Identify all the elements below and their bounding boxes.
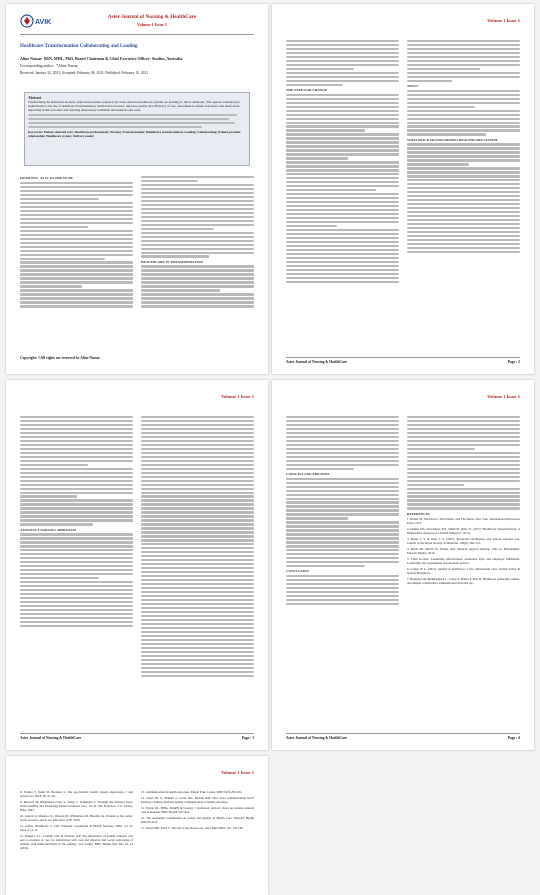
column-right: [407, 38, 520, 350]
column-left: [20, 790, 133, 895]
page-1: [6, 4, 268, 374]
column-left: [286, 414, 399, 726]
footer-journal: Aster Journal of Nursing & HealthCare: [20, 736, 82, 740]
reference-item: 12. Kuipers, S.J., Cramm, J.M. & Nieboer, A.P. The importance of patient-centered care and co-creation of care for satisfaction with care and physical and social well-being of patients with multi-morbidity in the primary care setting. BMC Health Serv Res 19, 13 (2019).: [20, 834, 133, 850]
journal-logo: [20, 12, 58, 30]
column-right: [141, 414, 254, 726]
abstract-box: [24, 92, 250, 166]
reference-item: 2. Dentin, DG, Trevarthen, B.E, Smith M, (May 31, 2017) "Healthcare Transformation: A Deliberative Analysis of a Global Endeavor" (ICS).: [407, 526, 520, 535]
reference-item: 10. Gigout Q, Maneiro JC, Wesson PJ, Whittemore M, Blandin JA. Patients at the center: in our practice, and in our education. AJN. 2018.: [20, 814, 133, 822]
reference-item: 17. Tinetti ME, Fried T. The end of the disease era. Am J Med 2004; 116: 179-185.: [141, 826, 244, 830]
header-divider: [20, 34, 254, 35]
page-footer: [286, 733, 520, 740]
reference-item: 5. Chan Ju-chee. Leadership effectiveness: leadership style and employee fulfillment. Leadership and organization development journal.: [407, 556, 520, 565]
column-right: [141, 174, 254, 349]
section-heading: CAPACITY AND ABILITIES: [286, 471, 330, 476]
column-left: [20, 174, 133, 349]
footer-journal: Aster Journal of Nursing & HealthCare: [286, 736, 348, 740]
abstract-label: Abstract: [28, 96, 42, 100]
reference-item: 8. Farmer T, Dunn M, Brennan S. The age-friendly health system expectation. J Am Geriatr Soc 2018; 66: 21-28.: [20, 790, 133, 798]
body-columns: [286, 38, 520, 350]
reference-item: 6. Cohen, B. L. (2012). Quality in healthcare: a five dimensional view. Patient Safety & Quality Healthcare.: [407, 566, 520, 575]
reference-item: 9. Berwick M, Bligeman-Levine A, Oxley J, Yorkmann T. Through the Patient's Eyes: Understanding and Promoting Patient-Centered Care. 1st ed. San Francisco, CA: Jossey-Bass; 1993.: [20, 800, 133, 812]
volume-label: Volume 1 Issue 1: [221, 394, 254, 399]
reference-item: 4. Black IH, Martin IS. Kinner AM. Medical surgical nursing, 12th ed. Philadelphia: Elsevier Mosby; 2016.: [407, 546, 520, 555]
body-columns: [20, 414, 254, 726]
page-number: Page : 4: [507, 736, 520, 740]
reference-columns: [20, 790, 254, 895]
section-heading: WHAT BUILD TRANSFORMING HEALTHCARE SYSTEM: [407, 137, 498, 142]
section-heading: CONCLUSION: [286, 569, 309, 574]
reference-item: 13. communication in health outcomes. Patient Educ Couns. 2009;74(3):295-301.: [141, 790, 243, 794]
section-heading: HEALTHCARE IN TRANSFORMATION: [141, 259, 203, 264]
abstract-text: Transforming the healthcare model to team-based patient-centered care is the direction healthcare systems are heading to; this is deliberate. The aspired contemporary health model is the one of healthcare Transformation, which drives forward, improves quality and efficiency of care, and enhances patient experience and satisfaction, improving health outcomes and reducing unnecessary redundant interventions and costs.: [28, 100, 241, 113]
volume-label: Volume 1 Issue 1: [221, 770, 254, 775]
reference-list: [407, 517, 520, 585]
reference-item: 7. Brennan GR, Berkhampton L, Crotty E, Butler P. Puts D. Healthcare leadership outline: An adapted collaborative administration from the top.: [407, 576, 520, 585]
column-left: [286, 38, 399, 350]
body-columns: [286, 414, 520, 726]
page-5: [6, 756, 268, 895]
page-footer: [20, 733, 254, 740]
keywords: Keywords: Patient-centered care; Healthcare professionals; Nursing; Transformation; Healthcare transformation; Leading; Collaborating; Patient-provider relationship; Healthcare system; Delivery model: [28, 130, 241, 139]
corresponding-author: Corresponding author : *Aline Nassar: [20, 64, 78, 68]
reference-item: 3. Melia T, Y, & Watt, J, S. (2007). Emotional intelligence and patient-centered care. Journal of the Royal Society of Medicine, 100(8), 366-374.: [407, 536, 520, 545]
article-authors: Aline Nassar- BSN, MHL, PhD, Board Chairman & Chief Executive Officer- Studios, Australia: [20, 56, 183, 61]
page-number: Page : 2: [507, 360, 520, 364]
page-2: [272, 4, 534, 374]
article-dates: Received: January 22, 2021; Accepted: February 06, 2021; Published: February 10, 2021: [20, 71, 148, 75]
copyright-notice: Copyright: ©All rights are reserved by Aline Nassar: [20, 356, 100, 360]
volume-label: Volume 1 Issue 1: [487, 394, 520, 399]
reference-item: 14. Street RL Jr, Makoul G, Arora NK, Epstein RM. How does communication heal? Pathways linking clinician-patient communication to health outcomes.: [141, 796, 254, 804]
reference-item: 15. Fulton RL, MHA. MARN & Cropley J. Robinson: doctors' views on patient-centered care in hospital. BMC Health Serv Res.: [141, 806, 254, 814]
body-columns: [20, 174, 254, 349]
page-footer: [286, 357, 520, 364]
section-heading: A DISTINCT NURSING APPROACH: [20, 527, 76, 532]
footer-journal: Aster Journal of Nursing & HealthCare: [286, 360, 348, 364]
column-left: [20, 414, 133, 726]
svg-text:AVIK: AVIK: [35, 19, 52, 26]
reference-item: 11. Jeffrey Healthcare. L, [SI], Editorial: Leadership in Health Services. 2009. vol 21, issue 4: 12-15.: [20, 824, 133, 832]
page-number: Page : 3: [241, 736, 254, 740]
reference-item: 1. Baldor M, The Doctor, Tim Palmer, and The Nurse, New York: International Discourses Press; 1977.: [407, 516, 520, 525]
page-3: [6, 380, 268, 750]
column-right: [141, 790, 254, 895]
journal-title: Aster Journal of Nursing & HealthCare: [107, 14, 197, 20]
section-heading: FROM PNC- AS IS TO THE TO BE: [20, 176, 73, 180]
section-heading: TRUST: [407, 83, 419, 88]
section-heading: REFERENCES: [407, 511, 430, 516]
article-title: Healthcare Transformation Collaborating and Leading: [20, 44, 138, 49]
volume-label: Volume 1 Issue 1: [137, 22, 167, 27]
volume-label: Volume 1 Issue 1: [487, 18, 520, 23]
section-heading: THE NEED FOR CHANGE: [286, 87, 328, 92]
page-4: [272, 380, 534, 750]
reference-item: 16. The Australian Commission on Safety and Quality in Health Care. National Health Reform 2012.: [141, 816, 254, 824]
column-right: [407, 414, 520, 726]
